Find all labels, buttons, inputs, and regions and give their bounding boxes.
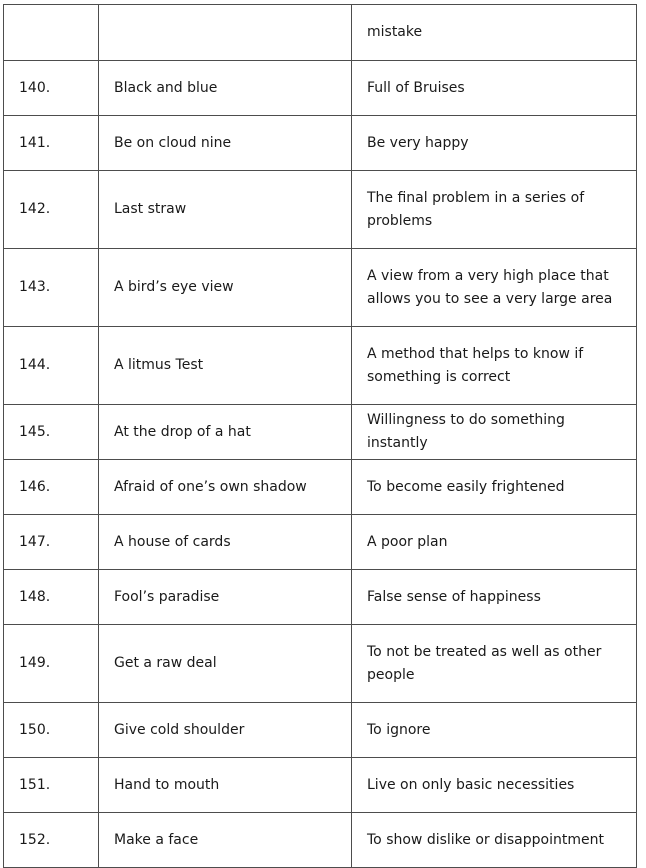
idiom-text: Hand to mouth (99, 758, 352, 813)
row-number: 145. (4, 405, 99, 460)
meaning-text: The final problem in a series of problems (352, 171, 637, 249)
meaning-text: False sense of happiness (352, 570, 637, 625)
row-number: 152. (4, 813, 99, 868)
meaning-text: A method that helps to know if something is correct (352, 327, 637, 405)
table-row (4, 5, 637, 61)
idioms-table-wrapper (3, 4, 636, 868)
table-row (4, 61, 637, 116)
row-number: 151. (4, 758, 99, 813)
row-number: 146. (4, 460, 99, 515)
idiom-text: Make a face (99, 813, 352, 868)
row-number: 144. (4, 327, 99, 405)
meaning-text: A view from a very high place that allows you to see a very large area (352, 249, 637, 327)
meaning-text: Be very happy (352, 116, 637, 171)
row-number: 142. (4, 171, 99, 249)
table-row (4, 625, 637, 703)
idiom-text: At the drop of a hat (99, 405, 352, 460)
row-number: 149. (4, 625, 99, 703)
row-number: 143. (4, 249, 99, 327)
meaning-text: mistake (352, 5, 637, 61)
table-row (4, 460, 637, 515)
table-row (4, 813, 637, 868)
idioms-table (3, 4, 637, 868)
meaning-text: To become easily frightened (352, 460, 637, 515)
idiom-text: A house of cards (99, 515, 352, 570)
table-row (4, 703, 637, 758)
row-number: 147. (4, 515, 99, 570)
row-number: 148. (4, 570, 99, 625)
idiom-text: Last straw (99, 171, 352, 249)
row-number: 140. (4, 61, 99, 116)
meaning-text: Live on only basic necessities (352, 758, 637, 813)
meaning-text: To ignore (352, 703, 637, 758)
idiom-text: Get a raw deal (99, 625, 352, 703)
meaning-text: Willingness to do something instantly (352, 405, 637, 460)
table-row (4, 327, 637, 405)
idiom-text: A litmus Test (99, 327, 352, 405)
meaning-text: To show dislike or disappointment (352, 813, 637, 868)
table-row (4, 249, 637, 327)
idiom-text: Black and blue (99, 61, 352, 116)
idiom-text: Give cold shoulder (99, 703, 352, 758)
table-row (4, 570, 637, 625)
row-number: 141. (4, 116, 99, 171)
idiom-text: Fool’s paradise (99, 570, 352, 625)
table-row (4, 171, 637, 249)
meaning-text: Full of Bruises (352, 61, 637, 116)
meaning-text: A poor plan (352, 515, 637, 570)
idiom-text: Afraid of one’s own shadow (99, 460, 352, 515)
table-row (4, 758, 637, 813)
table-row (4, 116, 637, 171)
meaning-text: To not be treated as well as other people (352, 625, 637, 703)
row-number (4, 5, 99, 61)
idiom-text: A bird’s eye view (99, 249, 352, 327)
idiom-text (99, 5, 352, 61)
table-row (4, 515, 637, 570)
idiom-text: Be on cloud nine (99, 116, 352, 171)
table-row (4, 405, 637, 460)
row-number: 150. (4, 703, 99, 758)
